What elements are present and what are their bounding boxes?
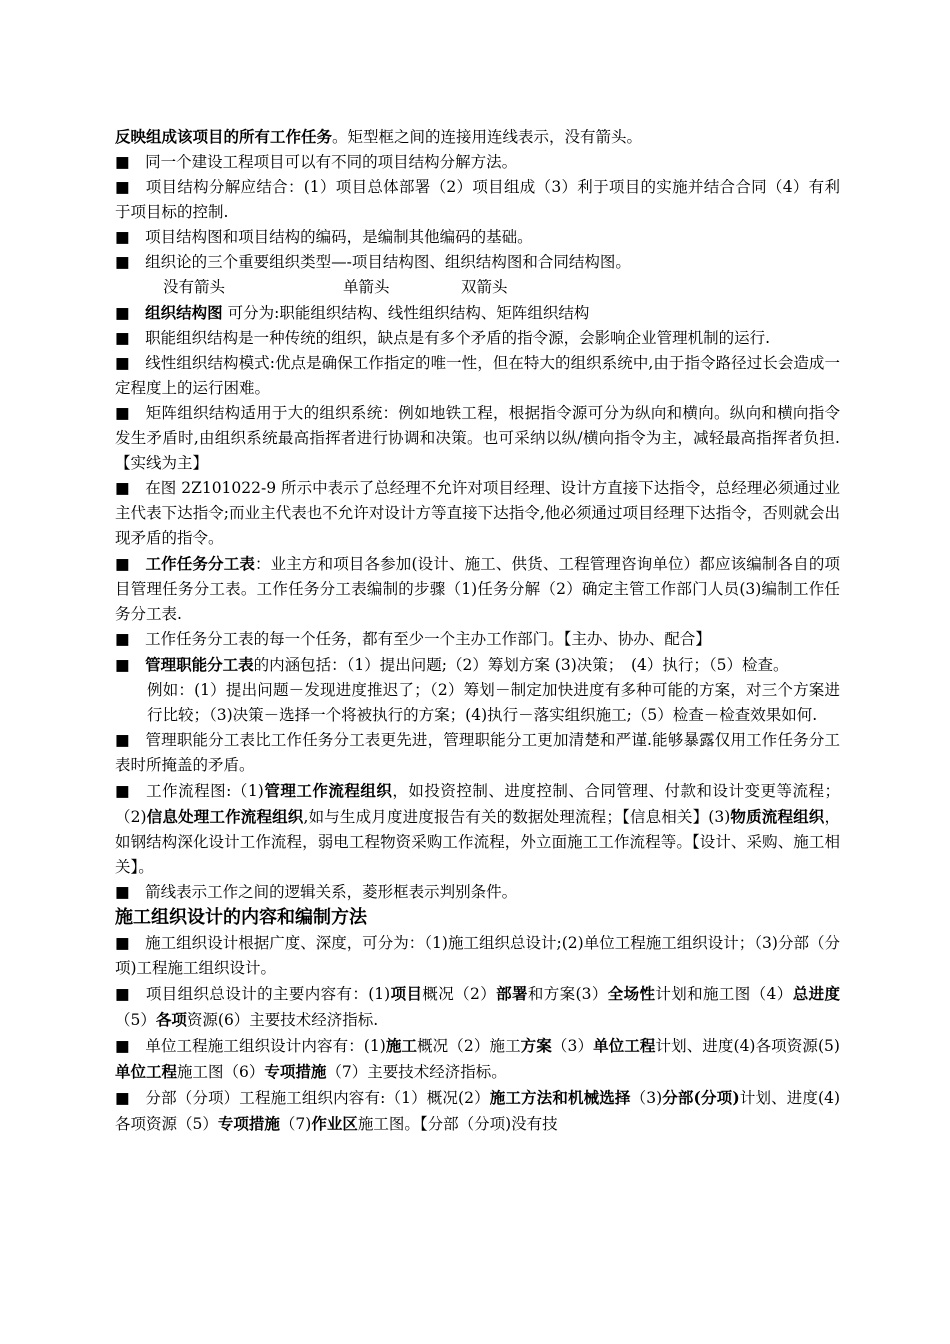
text-run: 计划、进度(4)各项资源（5） (115, 1089, 840, 1133)
paragraph (115, 351, 840, 401)
text-run: 可分为:职能组织结构、线性组织结构、矩阵组织结构 (222, 304, 590, 322)
bold-text: 单位工程 (115, 1062, 178, 1081)
text-run: ■ 在图 2Z101022-9 所示中表示了总经理不允许对项目经理、设计方直接下达指令，总经理必须通过业主代表下达指令;而业主代表也不允许对设计方等直接下达指令,他必须通过项目经理下达指令，否则就会出现矛盾的指令。 (115, 479, 840, 547)
text-run: ■ 项目组织总设计的主要内容有：(1) (115, 985, 391, 1003)
text-run: ■ 工作流程图:（1) (115, 782, 264, 800)
paragraph (115, 551, 840, 627)
text-run: ■ 箭线表示工作之间的逻辑关系，菱形框表示判别条件。 (115, 883, 518, 901)
bold-text: 反映组成该项目的所有工作任务 (115, 127, 333, 146)
text-run: ■ 同一个建设工程项目可以有不同的项目结构分解方法。 (115, 153, 518, 171)
bold-text: 部署 (496, 984, 528, 1003)
text-run: 施工图（6） (177, 1063, 265, 1081)
text-run: 。矩型框之间的连接用连线表示，没有箭头。 (332, 128, 643, 146)
paragraph (115, 250, 840, 275)
bold-text: 分部(分项) (662, 1088, 740, 1107)
paragraph (115, 124, 840, 150)
text-run: ■ 分部（分项）工程施工组织内容有:（1）概况(2） (115, 1089, 490, 1107)
text-run: ■ 项目结构分解应结合：(1）项目总体部署（2）项目组成（3）利于项目的实施并结合合同（4）有利于项目标的控制. (115, 178, 840, 221)
single-arrow-label: 单箭头 (343, 278, 390, 296)
paragraph (115, 225, 840, 250)
text-run: ■ 项目结构图和项目结构的编码，是编制其他编码的基础。 (115, 228, 533, 246)
text-run: ■ 工作任务分工表的每一个任务，都有至少一个主办工作部门。【主办、协办、配合】 (115, 630, 711, 648)
paragraph (115, 300, 840, 326)
bold-text: 专项措施 (217, 1114, 280, 1133)
section-heading: 施工组织设计的内容和编制方法 (115, 907, 367, 928)
arrow-type-labels (115, 275, 840, 300)
paragraph (115, 401, 840, 476)
text-run: ■ 单位工程施工组织设计内容有：(1) (115, 1037, 386, 1055)
text-run: ■ 管理职能分工表比工作任务分工表更先进，管理职能分工更加清楚和严谨.能够暴露仅用工作任务分工表时所掩盖的矛盾。 (115, 731, 840, 774)
text-run: ■ (115, 656, 146, 674)
paragraph (115, 981, 840, 1033)
text-run: 施工图。【分部（分项)没有技 (357, 1115, 558, 1133)
bold-text: 全场性 (607, 984, 656, 1003)
bold-text: 信息处理工作流程组织 (146, 807, 304, 826)
paragraph (115, 175, 840, 225)
bold-text: 物质流程组织 (730, 807, 825, 826)
text-run: 计划、进度(4)各项资源(5) (655, 1037, 840, 1055)
bold-text: 总进度 (792, 984, 840, 1003)
bold-text: 施工 (385, 1036, 418, 1055)
paragraph (115, 1033, 840, 1085)
paragraph-group-4 (115, 931, 840, 1137)
text-run: ■ 施工组织设计根据广度、深度，可分为：（1)施工组织总设计;(2)单位工程施工组织设计；（3)分部（分项)工程施工组织设计。 (115, 934, 840, 977)
paragraph (115, 880, 840, 905)
bold-text: 项目 (390, 984, 423, 1003)
text-run: ■ (115, 304, 146, 322)
paragraph-group-2 (115, 300, 840, 678)
bold-text: 方案 (520, 1036, 552, 1055)
text-run: （5） (115, 1011, 156, 1029)
text-run: 概况（2） (422, 985, 497, 1003)
document-page (115, 124, 840, 1137)
paragraph-group-1 (115, 124, 840, 275)
text-run: 的内涵包括：（1）提出问题;（2）筹划方案 (3)决策； (4）执行；（5）检查。 (253, 656, 789, 674)
bold-text: 作业区 (311, 1114, 358, 1133)
paragraph-group-3 (115, 728, 840, 905)
text-run: ，如钢结构深化设计工作流程，弱电工程物资采购工作流程，外立面施工工作流程等。【设计、采购、施工相关】。 (115, 808, 840, 876)
bold-text: 各项 (155, 1010, 187, 1029)
text-run: ■ (115, 555, 146, 573)
paragraph (115, 728, 840, 778)
text-run: 资源(6）主要技术经济指标. (186, 1011, 379, 1029)
text-run: ,如与生成月度进度报告有关的数据处理流程；【信息相关】(3) (303, 808, 731, 826)
paragraph (115, 931, 840, 981)
bold-text: 专项措施 (264, 1062, 327, 1081)
paragraph (115, 652, 840, 678)
paragraph (115, 778, 840, 880)
text-run: （3） (551, 1037, 594, 1055)
text-run: ■ 职能组织结构是一种传统的组织，缺点是有多个矛盾的指令源，会影响企业管理机制的运行. (115, 329, 771, 347)
text-run: 计划和施工图（4） (655, 985, 793, 1003)
text-run: （7）主要技术经济指标。 (326, 1063, 507, 1081)
paragraph (115, 150, 840, 175)
text-run: ，如投资控制、进度控制、合同管理、付款和设计变更等流程；（2) (115, 782, 840, 826)
bold-text: 管理职能分工表 (145, 655, 254, 674)
paragraph (115, 1085, 840, 1137)
bold-text: 组织结构图 (145, 303, 223, 322)
bold-text: 管理工作流程组织 (263, 781, 393, 800)
text-run: ：业主方和项目各参加(设计、施工、供货、工程管理咨询单位）都应该编制各自的项目管理任务分工表。工作任务分工表编制的步骤（1)任务分解（2）确定主管工作部门人员(3)编制工作任务分工表. (115, 555, 840, 623)
paragraph (115, 326, 840, 351)
bold-text: 施工方法和机械选择 (489, 1088, 631, 1107)
bold-text: 工作任务分工表 (145, 554, 255, 573)
double-arrow-label: 双箭头 (461, 278, 508, 296)
no-arrow-label: 没有箭头 (163, 278, 226, 296)
text-run: ■ 矩阵组织结构适用于大的组织系统：例如地铁工程，根据指令源可分为纵向和横向。纵向和横向指令发生矛盾时,由组织系统最高指挥者进行协调和决策。也可采纳以纵/横向指令为主，减轻最高指挥者负担.【实线为主】 (115, 404, 840, 472)
text-run: （3) (630, 1089, 663, 1107)
text-run: ■ 组织论的三个重要组织类型—-项目结构图、组织结构图和合同结构图。 (115, 253, 631, 271)
text-run: 概况（2）施工 (417, 1037, 521, 1055)
bold-text: 单位工程 (593, 1036, 656, 1055)
management-function-example: 例如：(1）提出问题－发现进度推迟了；（2）筹划－制定加快进度有多种可能的方案，对三个方案进行比较；（3)决策－选择一个将被执行的方案；(4)执行－落实组织施工;（5）检查－检查效果如何. (147, 681, 840, 724)
text-run: 和方案(3） (527, 985, 608, 1003)
text-run: ■ 线性组织结构模式:优点是确保工作指定的唯一性，但在特大的组织系统中,由于指令路径过长会造成一定程度上的运行困难。 (115, 354, 840, 397)
text-run: （7) (279, 1115, 312, 1133)
paragraph (115, 627, 840, 652)
paragraph (115, 476, 840, 551)
